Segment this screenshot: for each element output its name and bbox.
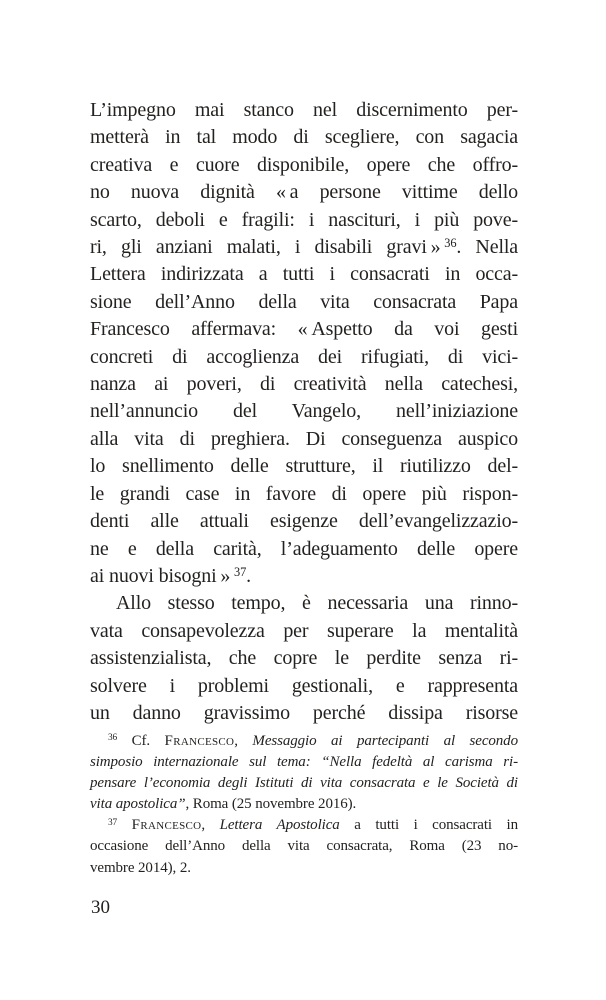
footnote-36 <box>90 731 518 815</box>
text-segment: , <box>234 733 253 749</box>
text-line <box>90 234 518 261</box>
text-segment: concreti di accoglienza dei rifugiati, di vici- <box>90 345 518 368</box>
text-segment: Francesco <box>131 817 202 834</box>
text-line <box>90 398 518 425</box>
footnote-marker: 36 <box>444 235 457 250</box>
text-line <box>90 536 518 563</box>
text-segment: vata consapevolezza per superare la mentalità <box>90 619 518 642</box>
text-segment: vembre 2014), 2. <box>90 859 191 876</box>
text-segment: Lettera indirizzata a tutti i consacrati in occa- <box>90 263 518 286</box>
text-line <box>90 261 518 288</box>
text-line <box>90 179 518 206</box>
text-segment: a tutti i consacrati in <box>339 817 519 834</box>
text-line <box>90 731 518 752</box>
text-segment: Messaggio ai partecipanti al secondo <box>252 733 518 749</box>
text-segment: assistenzialista, che copre le perdite senza ri- <box>90 647 518 670</box>
text-line <box>90 426 518 453</box>
text-segment: solvere i problemi gestionali, e rappresenta <box>90 674 518 697</box>
text-line <box>90 481 518 508</box>
paragraph-1 <box>90 97 518 590</box>
text-segment: , <box>201 817 220 834</box>
footnote-marker: 36 <box>108 733 118 744</box>
text-segment: le grandi case in favore di opere più rispon- <box>90 482 518 505</box>
footnote-marker: 37 <box>234 564 247 579</box>
text-segment: pensare l’economia degli Istituti di vita consacrata e le Società di <box>90 775 518 792</box>
text-line <box>90 97 518 124</box>
text-line <box>90 453 518 480</box>
text-line <box>90 563 518 590</box>
text-segment: nell’annuncio del Vangelo, nell’iniziazione <box>90 400 518 423</box>
text-segment: un danno gravissimo perché dissipa risorse <box>90 701 518 724</box>
text-segment: alla vita di preghiera. Di conseguenza auspico <box>90 427 518 450</box>
text-segment: vita apostolica” <box>90 796 186 813</box>
text-segment: Cf. <box>117 733 165 749</box>
text-segment: ri, gli anziani malati, i disabili gravi » <box>90 236 445 259</box>
text-line <box>90 752 518 773</box>
text-line <box>90 590 518 617</box>
text-line <box>90 773 518 794</box>
text-segment: Lettera Apostolica <box>219 817 340 834</box>
text-line <box>90 344 518 371</box>
text-segment: Allo stesso tempo, è necessaria una rinno- <box>116 592 518 615</box>
footnotes <box>90 731 518 879</box>
text-segment: . <box>246 564 251 587</box>
text-segment: nanza ai poveri, di creatività nella catechesi, <box>90 373 518 396</box>
text-line <box>90 858 518 879</box>
text-line <box>90 508 518 535</box>
text-line <box>90 289 518 316</box>
text-segment: metterà in tal modo di scegliere, con sagacia <box>90 126 518 149</box>
text-segment: occasione dell’Anno della vita consacrata, Roma (23 no- <box>90 838 518 855</box>
text-segment: Francesco <box>164 733 235 749</box>
text-line <box>90 152 518 179</box>
text-line <box>90 371 518 398</box>
text-segment: Francesco affermava: « Aspetto da voi gesti <box>90 318 518 341</box>
text-line <box>90 673 518 700</box>
text-line <box>90 815 518 836</box>
text-line <box>90 700 518 727</box>
text-line <box>90 836 518 857</box>
text-line <box>90 124 518 151</box>
text-segment: simposio internazionale sul tema: “Nella fedeltà al carisma ri- <box>90 754 518 771</box>
text-line <box>90 618 518 645</box>
text-segment: L’impegno mai stanco nel discernimento per- <box>90 99 518 121</box>
body-text <box>90 97 518 727</box>
text-segment: lo snellimento delle strutture, il riutilizzo del- <box>90 455 518 478</box>
page-number: 30 <box>91 897 110 918</box>
text-line <box>90 645 518 672</box>
text-segment: ai nuovi bisogni » <box>90 564 235 587</box>
text-segment: , Roma (25 novembre 2016). <box>185 796 357 813</box>
text-line <box>90 316 518 343</box>
text-segment: no nuova dignità « a persone vittime dello <box>90 181 518 204</box>
text-segment: scarto, deboli e fragili: i nascituri, i più pove- <box>90 208 518 231</box>
text-line <box>90 794 518 815</box>
text-segment: ne e della carità, l’adeguamento delle opere <box>90 537 518 560</box>
text-line <box>90 207 518 234</box>
text-segment <box>117 817 132 833</box>
text-segment: sione dell’Anno della vita consacrata Papa <box>90 290 518 313</box>
footnote-marker: 37 <box>108 817 118 828</box>
footnote-37 <box>90 815 518 878</box>
text-segment: denti alle attuali esigenze dell’evangelizzazio- <box>90 510 518 533</box>
text-segment: . Nella <box>456 236 518 259</box>
text-segment: creativa e cuore disponibile, opere che offro- <box>90 153 518 176</box>
paragraph-2 <box>90 590 518 727</box>
